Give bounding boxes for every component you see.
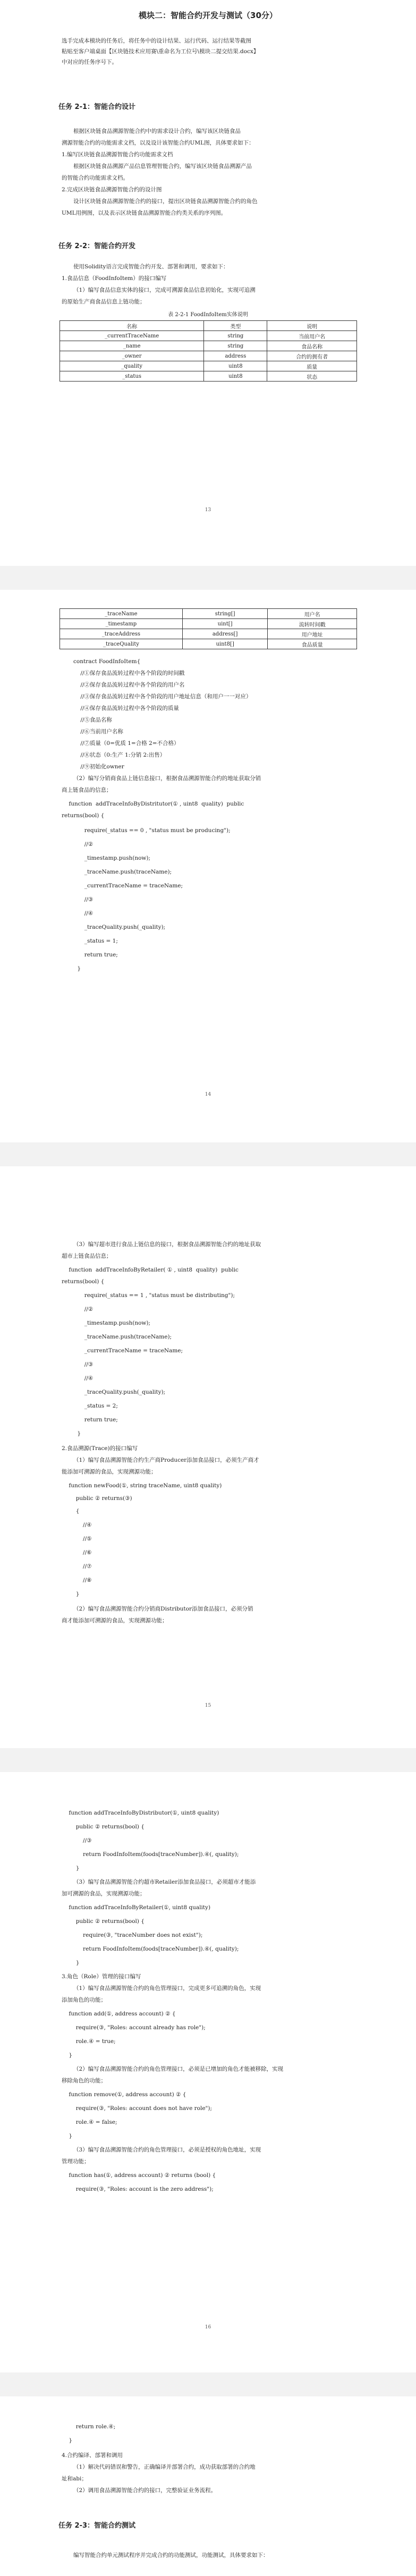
code-line: {: [62, 1508, 80, 1514]
code-line: _traceName.push(traceName);: [70, 1334, 172, 1340]
code-line: //②: [70, 841, 94, 848]
intro-line: 中对应的任务序号下。: [62, 59, 117, 65]
code-line: function addTraceInfoByDistributor(①, uint8 quality): [62, 1810, 219, 1816]
code-line: }: [62, 2133, 73, 2139]
page-separator: [0, 2372, 416, 2396]
table-cell: _traceAddress: [60, 629, 183, 639]
code-line: //④保存食品流转过程中各个阶段的质量: [73, 705, 179, 711]
paragraph-line: （3）编写食品溯源智能合约的角色管理接口，必须是授权的角色地址，实现: [73, 2147, 261, 2153]
code-line: _currentTraceName = traceName;: [70, 1348, 183, 1354]
page-separator: [0, 1748, 416, 1772]
table-cell: _traceName: [60, 609, 183, 619]
intro-line: 选手完成本模块的任务后，将任务中的设计结果、运行代码、运行结果等截图: [62, 38, 251, 44]
page-number: 16: [205, 2325, 211, 2330]
table-header-cell: 类型: [204, 321, 267, 331]
code-line: require(③, "Roles: account is the zero address");: [62, 2186, 214, 2192]
table-cell: address: [204, 351, 267, 361]
table-cell: 质量: [267, 361, 357, 371]
code-line: //⑧状态（0:生产 1:分销 2:出售）: [73, 752, 166, 758]
table-cell: 食品质量: [268, 639, 357, 649]
code-line: return true;: [70, 1417, 118, 1423]
paragraph-line: 2.完成区块链食品溯源智能合约的设计图: [62, 187, 162, 193]
table-row: [60, 371, 357, 382]
task-2-2-heading: 任务 2-2：智能合约开发: [58, 242, 136, 250]
paragraph-line: UML用例图，以及表示区块链食品溯源智能合约类关系的序列图。: [62, 210, 227, 216]
code-line: returns(bool) {: [62, 1278, 105, 1285]
page-separator: [0, 566, 416, 590]
table-cell: 合约的拥有者: [267, 351, 357, 361]
table-header-cell: 名称: [60, 321, 204, 331]
table-cell: uint8: [204, 361, 267, 371]
code-line: //③保存食品流转过程中各个阶段的用户地址信息（和用户一一对应）: [73, 693, 252, 700]
page-number: 15: [205, 1703, 211, 1708]
code-line: //⑦: [62, 1563, 92, 1570]
code-line: public ② returns(③): [62, 1495, 132, 1502]
code-line: //④: [70, 1375, 94, 1382]
table-cell: uint8[]: [182, 639, 268, 649]
task-2-1-heading: 任务 2-1：智能合约设计: [58, 103, 136, 111]
code-line: //③: [62, 1837, 92, 1844]
code-line: _traceName.push(traceName);: [70, 869, 172, 875]
paragraph-line: 添加角色的功能；: [62, 1997, 106, 2003]
paragraph-line: 3.角色（Role）管理的接口编写: [62, 1973, 141, 1980]
table-cell: string: [204, 331, 267, 341]
paragraph-line: 的智能合约功能需求文档。: [62, 175, 129, 181]
table-header-row: [60, 321, 357, 331]
paragraph-line: （2）编写食品溯源智能合约的角色管理接口，必须是已增加的角色才能被移除，实现: [73, 2066, 284, 2072]
code-line: _timestamp.push(now);: [70, 855, 151, 861]
module-title: 模块二：智能合约开发与测试（30分）: [139, 11, 277, 20]
table-cell: _quality: [60, 361, 204, 371]
paragraph-line: 址和abi；: [62, 2476, 87, 2482]
table-row: [60, 609, 357, 619]
document-page-17: [0, 2396, 416, 2576]
code-line: function remove(①, address account) ② {: [62, 2091, 186, 2098]
paragraph-line: 溯源智能合约的功能需求文档，以及设计该智能合约UML图，具体要求如下：: [62, 140, 254, 146]
intro-line: 粘贴至客户端桌面【区块链技术应用赛\重命名为工位号\模块二提交结果.docx】: [62, 48, 259, 55]
code-line: //③: [70, 1361, 94, 1368]
paragraph-line: 根据区块链食品溯源智能合约中的需求设计合约，编写该区块链食品: [73, 128, 241, 134]
paragraph-line: 的原始生产商食品信息上链功能；: [62, 299, 146, 305]
table-cell: 流转时间戳: [268, 619, 357, 629]
document-page-15: [0, 1166, 416, 1748]
table-row: [60, 639, 357, 649]
table-cell: uint[]: [182, 619, 268, 629]
paragraph-line: 超市上链食品信息；: [62, 1253, 112, 1259]
code-line: }: [70, 1430, 81, 1437]
paragraph-line: 编写智能合约单元测试程序并完成合约的功能测试，功能测试，具体要求如下：: [73, 2552, 269, 2558]
code-line: //⑨初始化owner: [73, 764, 124, 770]
table-cell: _traceQuality: [60, 639, 183, 649]
code-line: function addTraceInfoByRetailer( ① , uint8 quality) public: [62, 1267, 239, 1273]
page-number: 13: [205, 507, 211, 513]
table-cell: _name: [60, 341, 204, 351]
paragraph-line: 2.食品溯源(Trace)的接口编写: [62, 1445, 138, 1452]
paragraph-line: （2）编写分销商食品上链信息接口，根据食品溯源智能合约的地址获取分销: [73, 775, 261, 782]
paragraph-line: 加可溯源的食品，实现溯源功能；: [62, 1891, 146, 1897]
paragraph-line: 商上链食品的信息；: [62, 787, 112, 793]
code-line: }: [62, 1865, 80, 1871]
code-line: //⑥: [62, 1549, 92, 1556]
table-cell: 当前用户名: [267, 331, 357, 341]
table-caption: 表 2-2-1 FoodInfoItem实体说明: [168, 312, 248, 318]
code-line: //①保存食品流转过程中各个阶段的时间戳: [73, 670, 185, 676]
table-cell: string: [204, 341, 267, 351]
code-line: _status = 2;: [70, 1403, 118, 1409]
paragraph-line: 1.编写区块链食品溯源智能合约功能需求文档: [62, 151, 173, 158]
page-separator: [0, 1142, 416, 1166]
paragraph-line: 管理功能；: [62, 2158, 90, 2165]
code-line: function has(①, address account) ② returns (bool) {: [62, 2172, 216, 2179]
paragraph-line: 1.食品信息（FoodInfoItem）的接口编写: [62, 275, 167, 282]
code-line: require(③, "Roles: account already has role");: [62, 2024, 206, 2031]
code-line: //②保存食品流转过程中各个阶段的用户名: [73, 682, 185, 688]
code-line: _status = 1;: [70, 938, 118, 944]
code-line: return FoodInfoItem(foods[traceNumber]).④(, quality);: [62, 1946, 239, 1952]
table-cell: _status: [60, 371, 204, 382]
code-line: function addTraceInfoByDistritutor(① , uint8 quality) public: [62, 801, 244, 807]
paragraph-line: 使用Solidity语言完成智能合约开发、部署和调用，要求如下：: [73, 264, 229, 270]
paragraph-line: 商才能添加可溯源的食品，实现溯源功能；: [62, 1617, 168, 1624]
code-line: }: [62, 1960, 80, 1966]
table-row: [60, 629, 357, 639]
code-line: return FoodInfoItem(foods[traceNumber]).④(, quality);: [62, 1851, 239, 1858]
paragraph-line: （1）编写食品溯源智能合约的角色管理接口，完成更多可追溯的角色，实现: [73, 1985, 261, 1992]
code-line: //④: [70, 910, 94, 917]
table-cell: 状态: [267, 371, 357, 382]
code-line: _traceQuality.push(_quality);: [70, 1389, 166, 1395]
table-cell: uint8: [204, 371, 267, 382]
table-cell: _timestamp: [60, 619, 183, 629]
code-line: _timestamp.push(now);: [70, 1320, 151, 1326]
task-2-3-heading: 任务 2-3：智能合约测试: [58, 2522, 136, 2530]
code-line: function newFood(①, string traceName, uint8 quality): [62, 1482, 222, 1489]
paragraph-line: 设计区块链食品溯源智能合约的接口，提出区块链食品溯源智能合约的角色: [73, 198, 258, 205]
code-line: role.④ = false;: [62, 2119, 117, 2125]
code-line: require(③, "Roles: account does not have role");: [62, 2105, 213, 2112]
code-line: returns(bool) {: [62, 812, 105, 819]
table-cell: _currentTraceName: [60, 331, 204, 341]
paragraph-line: （1）编写食品信息实体的接口，完成可溯源食品信息初始化，实现可追溯: [73, 287, 256, 293]
paragraph-line: （1）解决代码错误和警告，正确编译并部署合约，成功获取部署的合约地: [73, 2464, 256, 2470]
paragraph-line: （2）编写食品溯源智能合约分销商Distributor添加食品接口，必须分销: [73, 1606, 253, 1612]
table-row: [60, 341, 357, 351]
code-line: role.④ = true;: [62, 2038, 116, 2045]
table-header-cell: 说明: [267, 321, 357, 331]
code-line: require(_status == 0 , "status must be producing");: [70, 827, 231, 834]
table-row: [60, 619, 357, 629]
table-cell: string[]: [182, 609, 268, 619]
code-line: require(③, "traceNumber does not exist");: [62, 1932, 203, 1938]
table-cell: address[]: [182, 629, 268, 639]
paragraph-line: 能添加可溯源的食品，实现溯源功能；: [62, 1469, 157, 1475]
paragraph-line: （3）编写超市进行食品上链信息的接口，根据食品溯源智能合约的地址获取: [73, 1241, 261, 1248]
code-line: }: [62, 1591, 80, 1597]
code-line: //③: [70, 896, 94, 903]
code-line: require(_status == 1 , "status must be distributing");: [70, 1292, 235, 1299]
code-line: //②: [70, 1306, 94, 1312]
paragraph-line: 移除角色的功能；: [62, 2078, 106, 2084]
code-line: public ② returns(bool) {: [62, 1918, 145, 1925]
paragraph-line: （1）编写食品溯源智能合约生产商Producer添加食品接口，必须生产商才: [73, 1457, 259, 1463]
paragraph-line: 根据区块链食品溯源产品信息管理智能合约，编写该区块链食品溯源产品: [73, 163, 252, 170]
code-line: return role.④;: [62, 2424, 116, 2430]
document-page-13: [0, 0, 416, 566]
table-cell: 用户名: [268, 609, 357, 619]
code-line: //⑤: [62, 1536, 92, 1542]
table-row: [60, 351, 357, 361]
trace-table: [60, 608, 357, 649]
table-cell: _owner: [60, 351, 204, 361]
table-row: [60, 331, 357, 341]
code-line: _currentTraceName = traceName;: [70, 883, 183, 889]
code-line: }: [62, 2437, 73, 2444]
table-cell: 用户地址: [268, 629, 357, 639]
paragraph-line: 4.合约编译、部署和调用: [62, 2452, 123, 2459]
code-line: contract FoodInfoItem{: [73, 658, 141, 665]
paragraph-line: （3）编写食品溯源智能合约超市Retailer添加食品接口，必须超市才能添: [73, 1879, 256, 1885]
code-line: }: [70, 965, 81, 972]
code-line: //④: [62, 1522, 92, 1528]
fooditem-table: [60, 320, 357, 382]
code-line: //⑦质量（0=优质 1=合格 2=不合格）: [73, 740, 180, 747]
code-line: //⑧: [62, 1577, 92, 1583]
page-number: 14: [205, 1092, 211, 1097]
code-line: function add(①, address account) ② {: [62, 2011, 176, 2017]
paragraph-line: （2）调用食品溯源智能合约的接口，完整验证业务流程。: [73, 2487, 217, 2494]
code-line: return true;: [70, 952, 118, 958]
document-page-16: [0, 1772, 416, 2372]
code-line: public ② returns(bool) {: [62, 1824, 145, 1830]
code-line: }: [62, 2052, 73, 2058]
code-line: //⑥当前用户名称: [73, 728, 123, 735]
code-line: function addTraceInfoByRetailer(①, uint8 quality): [62, 1904, 211, 1911]
table-row: [60, 361, 357, 371]
document-page-14: [0, 590, 416, 1142]
code-line: _traceQuality.push(_quality);: [70, 924, 166, 930]
table-cell: 食品名称: [267, 341, 357, 351]
code-line: //⑤食品名称: [73, 717, 112, 723]
